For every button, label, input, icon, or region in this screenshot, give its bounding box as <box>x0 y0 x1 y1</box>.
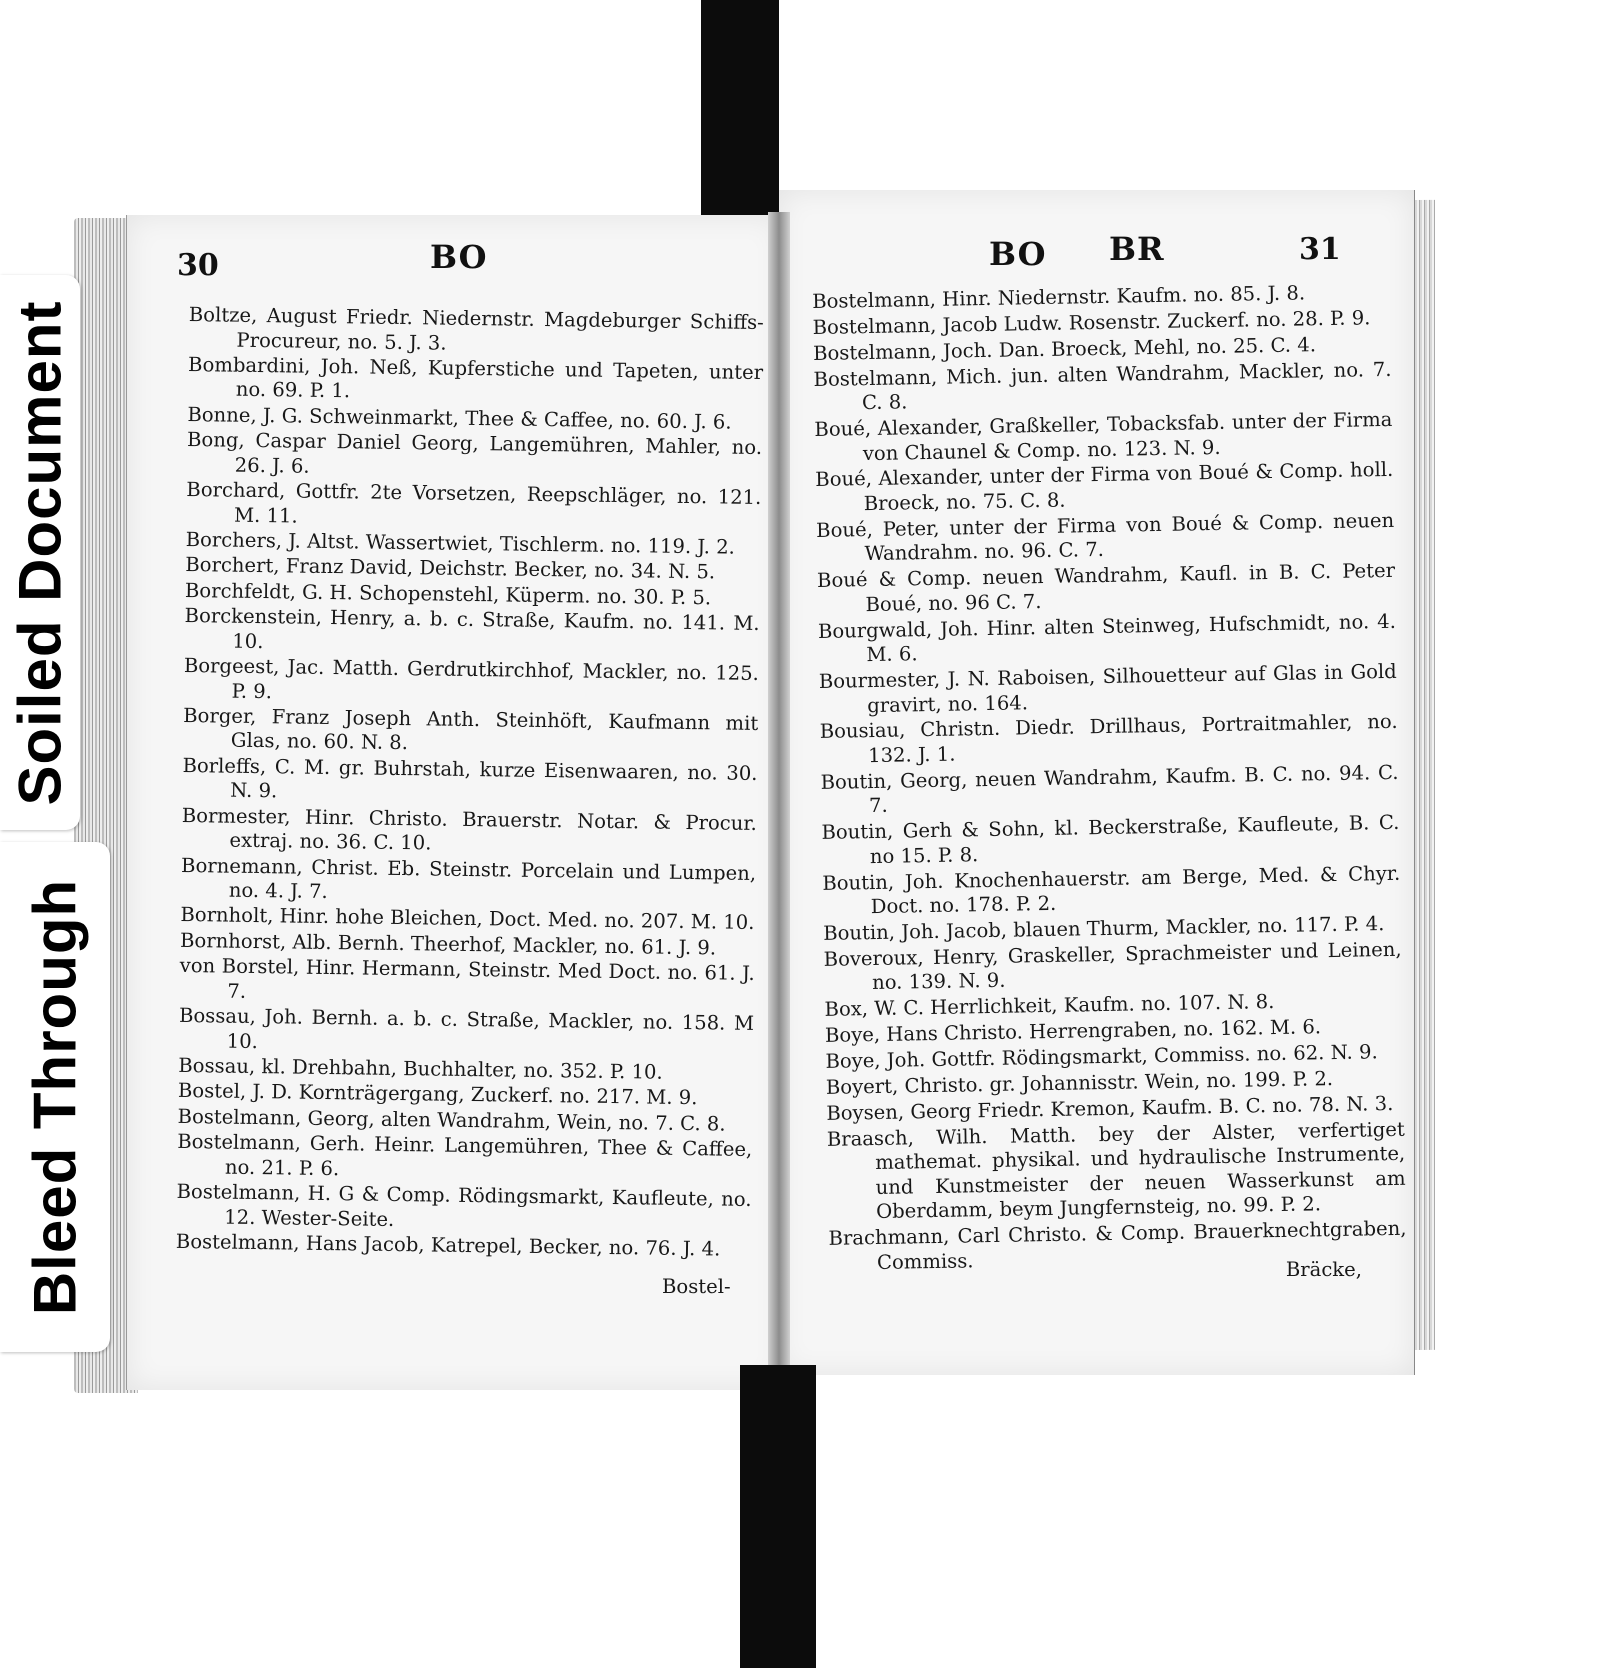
directory-entry: Bourmester, J. N. Raboisen, Silhouetteur auf Glas in Gold gravirt, no. 164. <box>818 659 1397 717</box>
directory-entry: Bostelmann, Jacob Ludw. Rosenstr. Zuckerf. no. 28. P. 9. <box>812 306 1371 339</box>
bleed-through-tag <box>0 842 110 1352</box>
directory-entry: Bossau, Joh. Bernh. a. b. c. Straße, Mackler, no. 158. M 10. <box>178 1004 755 1053</box>
directory-entry: Bostelmann, Gerh. Heinr. Langemühren, Thee & Caffee, no. 21. P. 6. <box>177 1130 753 1180</box>
directory-entry: Bousiau, Christn. Diedr. Drillhaus, Portraitmahler, no. 132. J. 1. <box>819 710 1398 767</box>
directory-entry: von Borstel, Hinr. Hermann, Steinstr. Med Doct. no. 61. J. 7. <box>179 954 755 1003</box>
right-page <box>779 190 1415 1375</box>
directory-entry: Borgeest, Jac. Matth. Gerdrutkirchhof, Mackler, no. 125. P. 9. <box>183 653 760 703</box>
directory-entry: Borchfeldt, G. H. Schopenstehl, Küperm. no. 30. P. 5. <box>184 578 712 610</box>
directory-entry: Boltze, August Friedr. Niedernstr. Magdeburger Schiffs-Procureur, no. 5. J. 3. <box>188 303 764 355</box>
directory-entry: Boué, Alexander, unter der Firma von Boué & Comp. holl. Broeck, no. 75. C. 8. <box>815 458 1394 516</box>
binding-strap-top <box>701 0 779 218</box>
directory-entry: Bonne, J. G. Schweinmarkt, Thee & Caffee, no. 60. J. 6. <box>187 402 732 434</box>
directory-entry: Borchert, Franz David, Deichstr. Becker, no. 34. N. 5. <box>185 553 716 584</box>
directory-entry: Borckenstein, Henry, a. b. c. Straße, Kaufm. no. 141. M. 10. <box>184 604 760 653</box>
directory-entry: Boutin, Gerh & Sohn, kl. Beckerstraße, Kaufleute, B. C. no 15. P. 8. <box>821 811 1400 868</box>
page-number-left: 30 <box>177 248 219 283</box>
left-page <box>126 215 782 1390</box>
directory-entry: Boué & Comp. neuen Wandrahm, Kaufl. in B. C. Peter Boué, no. 96 C. 7. <box>816 559 1396 616</box>
directory-entry: Box, W. C. Herrlichkeit, Kaufm. no. 107. N. 8. <box>824 990 1275 1022</box>
directory-entry: Bornemann, Christ. Eb. Steinstr. Porcelain und Lumpen, no. 4. J. 7. <box>180 853 757 904</box>
directory-entry: Boutin, Joh. Jacob, blauen Thurm, Mackler, no. 117. P. 4. <box>823 912 1385 945</box>
running-head-right-br: BR <box>1109 230 1165 268</box>
directory-entry: Bostelmann, Mich. jun. alten Wandrahm, Mackler, no. 7. C. 8. <box>813 357 1392 415</box>
directory-entry: Borchard, Gottfr. 2te Vorsetzen, Reepschläger, no. 121. M. 11. <box>186 478 762 528</box>
directory-entry: Bong, Caspar Daniel Georg, Langemühren, Mahler, no. 26. J. 6. <box>186 428 763 478</box>
directory-entry: Bostelmann, Joch. Dan. Broeck, Mehl, no. 25. C. 4. <box>812 332 1317 365</box>
directory-entry: Boysen, Georg Friedr. Kremon, Kaufm. B. C. no. 78. N. 3. <box>826 1091 1394 1125</box>
book-gutter <box>768 212 790 1382</box>
directory-entry: Bormester, Hinr. Christo. Brauerstr. Notar. & Procur. extraj. no. 36. C. 10. <box>181 803 757 855</box>
directory-entry: Boué, Peter, unter der Firma von Boué & Comp. neuen Wandrahm. no. 96. C. 7. <box>815 508 1395 566</box>
directory-entry: Bostelmann, Hinr. Niedernstr. Kaufm. no. 85. J. 8. <box>812 281 1306 313</box>
bleed-through-label: Bleed Through <box>21 878 89 1316</box>
directory-entry: Bostel, J. D. Kornträgergang, Zuckerf. no. 217. M. 9. <box>177 1079 698 1110</box>
page-number-right: 31 <box>1299 232 1341 267</box>
soiled-document-tag <box>0 275 80 830</box>
directory-entry: Boye, Hans Christo. Herrengraben, no. 162. M. 6. <box>824 1015 1322 1048</box>
directory-entry: Boye, Joh. Gottfr. Rödingsmarkt, Commiss. no. 62. N. 9. <box>825 1040 1378 1073</box>
running-head-right-bo: BO <box>989 235 1047 273</box>
directory-entry: Borleffs, C. M. gr. Buhrstah, kurze Eisenwaaren, no. 30. N. 9. <box>182 753 758 803</box>
directory-entry: Boutin, Georg, neuen Wandrahm, Kaufm. B. C. no. 94. C. 7. <box>820 760 1399 818</box>
binding-strap-bottom <box>740 1365 816 1668</box>
directory-entry: Bostelmann, H. G & Comp. Rödingsmarkt, Kaufleute, no. 12. Wester-Seite. <box>176 1180 752 1231</box>
directory-entry: Boyert, Christo. gr. Johannisstr. Wein, no. 199. P. 2. <box>825 1066 1334 1099</box>
directory-entry: Borger, Franz Joseph Anth. Steinhöft, Kaufmann mit Glas, no. 60. N. 8. <box>183 703 759 755</box>
directory-entry: Bornhorst, Alb. Bernh. Theerhof, Mackler, no. 61. J. 9. <box>179 928 717 960</box>
directory-entries-left <box>176 303 764 1263</box>
directory-entry: Bornholt, Hinr. hohe Bleichen, Doct. Med. no. 207. M. 10. <box>180 903 755 935</box>
directory-entry: Braasch, Wilh. Matth. bey der Alster, verfertiget mathemat. physikal. und hydraulische Instrumente, und Kunstmeister der neuen Wasserkunst am Oberdamm, beym Jungfernsteig, no. 99. P. 2. <box>826 1117 1406 1224</box>
catchword-left: Bostel- <box>662 1275 731 1298</box>
directory-entry: Bourgwald, Joh. Hinr. alten Steinweg, Hufschmidt, no. 4. M. 6. <box>817 609 1397 667</box>
directory-entry: Bostelmann, Georg, alten Wandrahm, Wein, no. 7. C. 8. <box>177 1104 726 1136</box>
directory-entry: Bossau, kl. Drehbahn, Buchhalter, no. 352. P. 10. <box>178 1053 663 1084</box>
directory-entry: Boué, Alexander, Graßkeller, Tobacksfab. unter der Firma von Chaunel & Comp. no. 123. N. 9. <box>814 407 1393 465</box>
directory-entry: Boveroux, Henry, Graskeller, Sprachmeister und Leinen, no. 139. N. 9. <box>823 937 1402 995</box>
directory-entry: Bombardini, Joh. Neß, Kupferstiche und Tapeten, unter no. 69. P. 1. <box>187 352 764 403</box>
directory-entry: Borchers, J. Altst. Wassertwiet, Tischlerm. no. 119. J. 2. <box>185 527 736 559</box>
soiled-document-label: Soiled Document <box>6 299 74 806</box>
directory-entry: Boutin, Joh. Knochenhauerstr. am Berge, Med. & Chyr. Doct. no. 178. P. 2. <box>822 861 1401 919</box>
directory-entry: Brachmann, Carl Christo. & Comp. Brauerknechtgraben, Commiss. <box>828 1216 1407 1274</box>
directory-entry: Bostelmann, Hans Jacob, Katrepel, Becker, no. 76. J. 4. <box>175 1229 721 1261</box>
catchword-right: Bräcke, <box>1285 1258 1362 1281</box>
running-head-left: BO <box>430 238 488 276</box>
directory-entries-right <box>812 280 1407 1277</box>
